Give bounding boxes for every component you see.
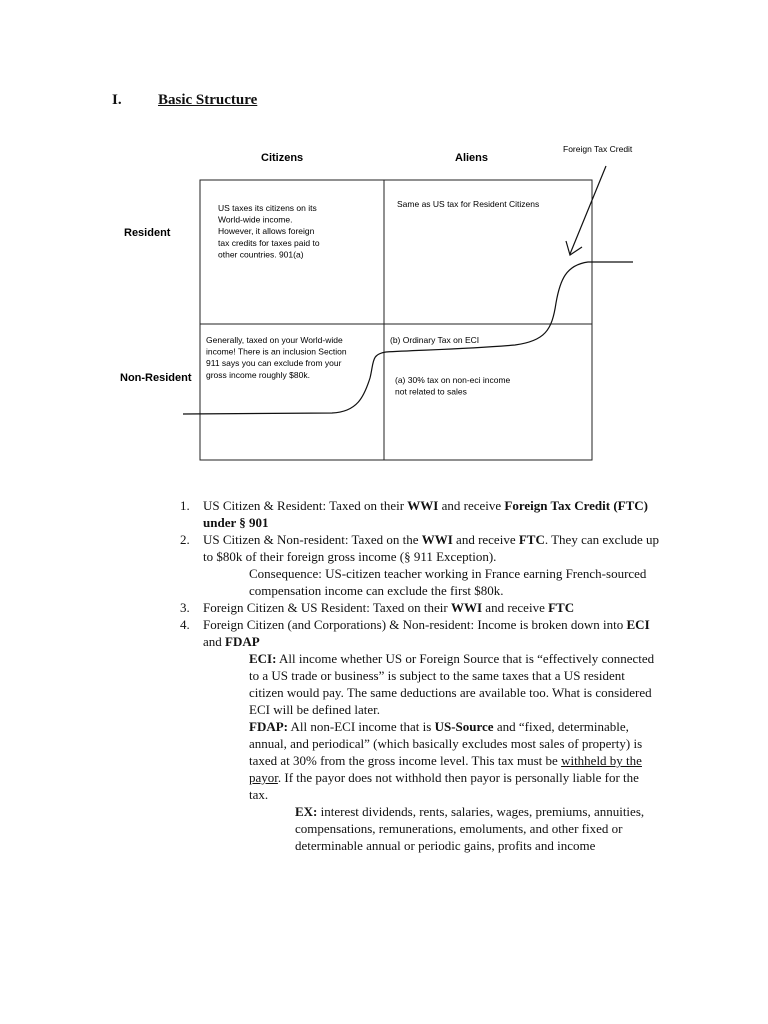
tax-rules-list	[180, 497, 660, 854]
consequence-note: Consequence: US-citizen teacher working in France earning French-sourced compensation income can exclude the first $80k.	[249, 566, 647, 598]
cell-resident-citizen-text: US taxes its citizens on its World-wide income. However, it allows foreign tax credits for taxes paid to other countries. 901(a)	[218, 203, 320, 260]
list-item-text: Foreign Citizen & US Resident: Taxed on their WWI and receive FTC	[203, 600, 575, 615]
list-number: 4.	[180, 617, 190, 632]
list-item-text: US Citizen & Non-resident: Taxed on the WWI and receive FTC. They can exclude up to $80k of their foreign gross income (§ 911 Exception).	[203, 532, 660, 564]
cell-resident-alien-text: Same as US tax for Resident Citizens	[397, 199, 540, 209]
ftc-arrow-line	[570, 166, 606, 254]
list-item-3	[180, 599, 660, 616]
row-header-resident: Resident	[124, 227, 171, 239]
list-number: 1.	[180, 498, 190, 513]
list-number: 3.	[180, 600, 190, 615]
tax-structure-diagram	[0, 0, 768, 480]
list-item-text: Foreign Citizen (and Corporations) & Non-resident: Income is broken down into ECI and FDAP	[203, 617, 650, 649]
eci-definition: ECI: All income whether US or Foreign Source that is “effectively connected to a US trade or business” is subject to the same taxes that a US resident citizen would pay. The same deductions are available too. What is considered ECI will be defined later.	[249, 651, 655, 717]
row-header-nonresident: Non-Resident	[120, 372, 192, 384]
list-item-4	[180, 616, 660, 650]
fdap-examples: EX: interest dividends, rents, salaries, wages, premiums, annuities, compensations, remunerations, emoluments, and other fixed or determinable annual or periodic gains, profits and income	[295, 804, 645, 853]
list-item-text: US Citizen & Resident: Taxed on their WWI and receive Foreign Tax Credit (FTC) under § 901	[203, 498, 649, 530]
section-number: I.	[112, 92, 122, 108]
cell-nonresident-citizen-text: Generally, taxed on your World-wide income! There is an inclusion Section 911 says you can exclude from your gross income roughly $80k.	[206, 335, 347, 380]
list-item-2	[180, 531, 660, 565]
fdap-definition: FDAP: All non-ECI income that is US-Source and “fixed, determinable, annual, and periodical” (which basically excludes most sales of property) is taxed at 30% from the gross income level. This tax must be withheld by the payor. If the payor does not withhold then payor is personally liable for the tax.	[249, 719, 643, 802]
cell-nonresident-alien-30pct: (a) 30% tax on non-eci income not related to sales	[395, 375, 511, 397]
col-header-citizens: Citizens	[261, 152, 304, 164]
list-number: 2.	[180, 532, 190, 547]
cell-nonresident-alien-ordinary-tax: (b) Ordinary Tax on ECI	[390, 335, 480, 345]
section-heading: Basic Structure	[158, 92, 258, 108]
ftc-annotation-label: Foreign Tax Credit	[563, 144, 633, 154]
list-item-1	[180, 497, 660, 531]
col-header-aliens: Aliens	[455, 152, 489, 164]
